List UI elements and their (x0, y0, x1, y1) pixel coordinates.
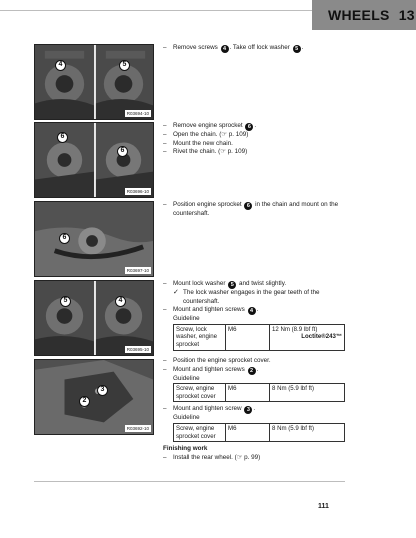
step-remove-sprocket: – Remove engine sprocket 6 . (163, 122, 257, 130)
step-remove-screws: – Remove screws 4 . Take off lock washer 5 . (163, 44, 304, 52)
callout-2: 2 (79, 396, 90, 407)
engine-photo-illustration (35, 45, 153, 119)
result-lock-washer: ✓ The lock washer engages in the gear teeth of the countershaft. (173, 289, 320, 305)
badge-2: 2 (248, 367, 256, 375)
photo-sprocket-cover (34, 359, 154, 435)
table-cell: 8 Nm (5.9 lbf ft) (270, 423, 345, 441)
callout-6: 6 (57, 132, 68, 143)
table-cell (270, 324, 345, 350)
badge-6: 6 (244, 202, 252, 210)
torque-value: 12 Nm (8.9 lbf ft) (272, 325, 318, 333)
table-cell: Screw, engine sprocket cover (174, 423, 226, 441)
step-tighten-screws-2: – Mount and tighten screws 2 . (163, 365, 259, 374)
engine-photo-illustration (35, 202, 153, 276)
loctite-value: Loctite®243™ (301, 333, 342, 341)
badge-4: 4 (248, 307, 256, 315)
callout-5: 5 (119, 60, 130, 71)
photo-remove-sprocket (34, 122, 154, 198)
step-position-sprocket: – Position engine sprocket 6 in the chain and mount on the countershaft. (163, 201, 339, 217)
photo-code: R03695-10 (126, 347, 149, 352)
torque-table-1 (173, 324, 345, 351)
table-cell: Screw, lock washer, engine sprocket (174, 324, 226, 350)
badge-4: 4 (221, 45, 229, 53)
steps-group-2 (163, 122, 345, 157)
steps-group-1 (163, 44, 345, 53)
callout-6: 6 (59, 233, 70, 244)
check-icon: ✓ (173, 289, 179, 296)
callout-4: 4 (115, 296, 126, 307)
step-position-cover: – Position the engine sprocket cover. (163, 357, 271, 364)
callout-5: 5 (60, 296, 71, 307)
badge-5: 5 (293, 45, 301, 53)
guideline-label: Guideline (173, 315, 200, 323)
step-tighten-screw-3: – Mount and tighten screw 3 . (163, 405, 256, 414)
steps-group-5 (163, 357, 345, 462)
torque-table-2 (173, 383, 345, 402)
badge-6: 6 (245, 123, 253, 131)
photo-code: R03697-10 (126, 268, 149, 273)
table-cell: Screw, engine sprocket cover (174, 384, 226, 402)
table-cell: M6 (226, 324, 270, 350)
callout-4: 4 (55, 60, 66, 71)
engine-photo-illustration (35, 360, 153, 434)
chapter-number: 13 (398, 7, 415, 23)
photo-code: R03692-10 (126, 426, 149, 431)
step-install-rear-wheel: – Install the rear wheel. (☞ p. 99) (163, 453, 261, 461)
callout-6: 6 (117, 146, 128, 157)
chapter-title: WHEELS (328, 7, 390, 23)
badge-5: 5 (228, 281, 236, 289)
footer-rule (34, 481, 345, 482)
engine-photo-illustration (35, 123, 153, 197)
step-mount-lock-washer: – Mount lock washer 5 and twist slightly. (163, 280, 287, 288)
photo-code: R03694-10 (126, 111, 149, 116)
photo-mount-lock-washer (34, 280, 154, 356)
photo-code: R03696-10 (126, 189, 149, 194)
header-rule (0, 10, 312, 11)
step-tighten-screws-4: – Mount and tighten screws 4 . (163, 306, 259, 315)
chapter-tab (312, 0, 416, 30)
photo-position-sprocket (34, 201, 154, 277)
finishing-heading: Finishing work (163, 445, 208, 453)
table-row (174, 384, 345, 402)
steps-group-3 (163, 201, 345, 219)
step-open-chain: – Open the chain. (☞ p. 109) (163, 131, 249, 138)
page-number: 111 (318, 503, 329, 510)
table-cell: 8 Nm (5.9 lbf ft) (270, 384, 345, 402)
step-rivet-chain: – Rivet the chain. (☞ p. 109) (163, 148, 248, 156)
table-row (174, 423, 345, 441)
torque-table-3 (173, 423, 345, 442)
guideline-label: Guideline (173, 414, 200, 422)
photo-remove-screws (34, 44, 154, 120)
step-mount-chain: – Mount the new chain. (163, 139, 233, 147)
table-row (174, 324, 345, 350)
table-cell: M6 (226, 384, 270, 402)
table-cell: M6 (226, 423, 270, 441)
steps-group-4 (163, 280, 345, 351)
callout-3: 3 (97, 385, 108, 396)
badge-3: 3 (244, 406, 252, 414)
engine-photo-illustration (35, 281, 153, 355)
guideline-label: Guideline (173, 374, 200, 382)
